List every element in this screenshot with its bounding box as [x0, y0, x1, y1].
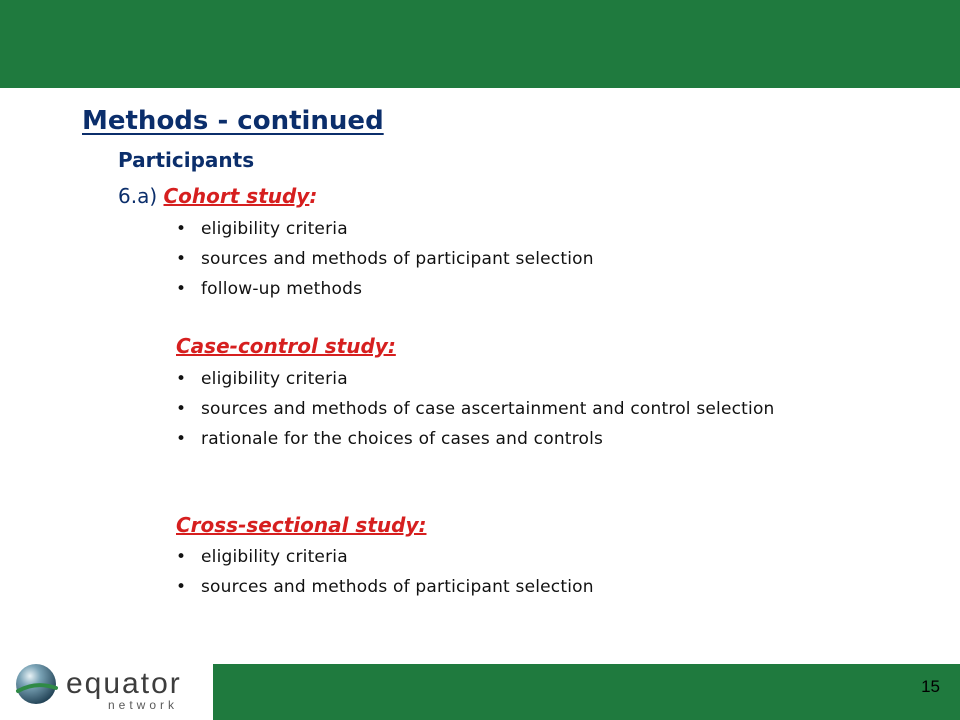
- equator-network-logo: [10, 657, 210, 715]
- list-item: • sources and methods of participant selection: [176, 577, 856, 597]
- list-item: • rationale for the choices of cases and controls: [176, 429, 856, 449]
- logo-name: equator: [66, 667, 182, 700]
- slide-title: Methods - continued: [82, 106, 384, 136]
- list-item: • sources and methods of case ascertainment and control selection: [176, 399, 841, 419]
- section-subheading: Participants: [118, 148, 255, 172]
- footer-band: [213, 664, 960, 720]
- item-number: 6.a): [118, 184, 164, 208]
- cohort-study-title: Cohort study: [163, 184, 310, 208]
- logo-globe-icon: [10, 657, 210, 715]
- list-item: • eligibility criteria: [176, 219, 856, 239]
- case-control-title: Case-control study:: [176, 334, 396, 358]
- cross-sectional-bullet-list: [176, 547, 856, 597]
- list-item: • eligibility criteria: [176, 547, 856, 567]
- list-item: • sources and methods of participant selection: [176, 249, 856, 269]
- cohort-bullet-list: [176, 219, 856, 299]
- header-band: [0, 0, 960, 88]
- list-item: • follow-up methods: [176, 279, 856, 299]
- page-number: 15: [921, 677, 940, 696]
- case-control-bullet-list: [176, 369, 856, 449]
- list-item: • eligibility criteria: [176, 369, 856, 389]
- cohort-colon: :: [309, 184, 318, 208]
- item-label: [118, 184, 317, 208]
- logo-tagline: network: [108, 698, 179, 712]
- cross-sectional-title: Cross-sectional study:: [176, 513, 427, 537]
